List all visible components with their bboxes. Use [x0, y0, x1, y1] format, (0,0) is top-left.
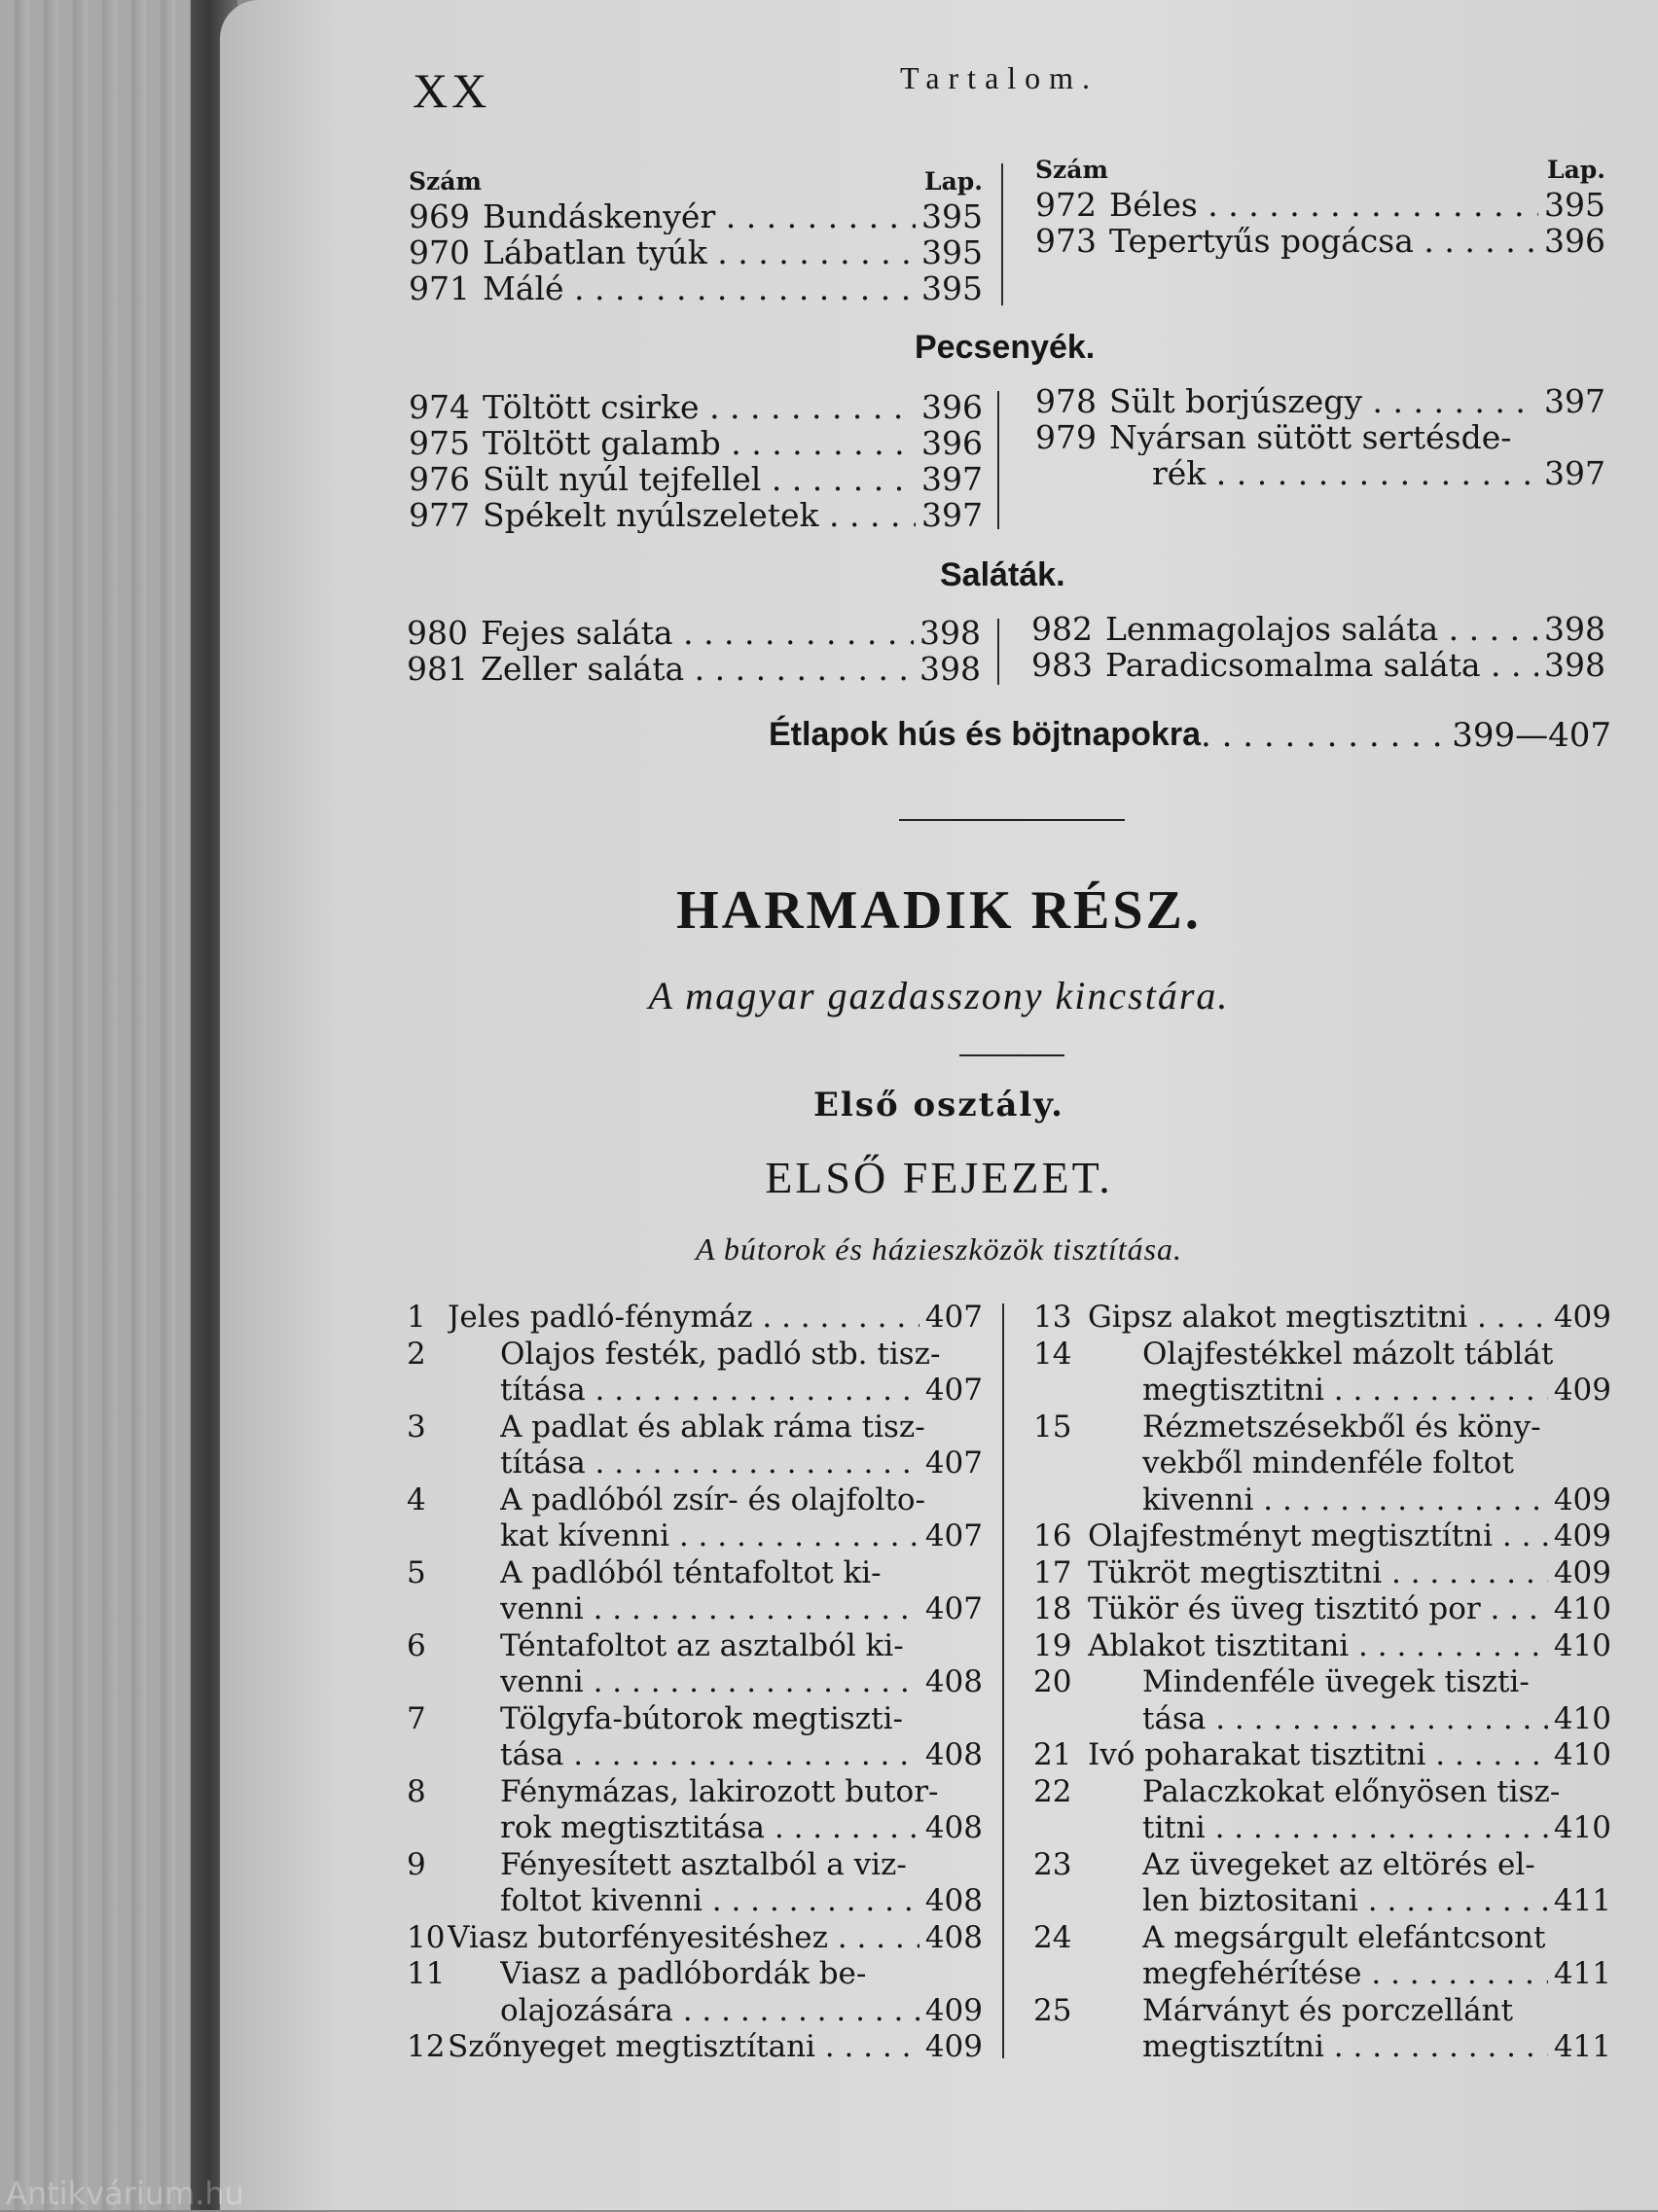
entry-title: len biztositani . . . [1142, 1883, 1548, 1920]
entry-number [407, 1664, 500, 1701]
entry-number [407, 1737, 500, 1774]
toc-entry [1035, 455, 1605, 491]
entry-title: Tölgyfa-bútorok megtiszti- [500, 1700, 903, 1736]
entry-title: Rézmetszésekből és köny- [1142, 1409, 1541, 1445]
toc-entry [407, 1701, 983, 1738]
entry-title: venni . . . [500, 1591, 919, 1628]
entry-page: 410 [1553, 1737, 1611, 1772]
entry-page: 396 [1544, 222, 1605, 260]
entry-number [407, 1883, 500, 1920]
entry-page: 398 [1544, 610, 1605, 648]
toc-entry [1033, 1737, 1611, 1774]
entry-number: 982 [1031, 610, 1093, 648]
section-heading-pecsenyek: Pecsenyék. [915, 329, 1096, 366]
col-lap-label: Lap. [1547, 156, 1605, 184]
col-szam-label: Szám [409, 167, 482, 196]
entry-number: 975 [409, 424, 470, 462]
entry-page: 409 [1553, 1300, 1611, 1335]
entry-page: 409 [1553, 1481, 1611, 1517]
entry-page: 408 [924, 1883, 983, 1918]
entry-title: foltot kivenni . . . [500, 1883, 919, 1920]
toc-entry [1033, 1555, 1611, 1592]
toc-entry [409, 497, 983, 533]
toc-entry [407, 1482, 983, 1519]
entry-title: Töltött galamb . . . [483, 425, 916, 461]
toc-entry [1035, 419, 1605, 455]
entry-number [1033, 1445, 1142, 1482]
entry-title: Lenmagolajos saláta . . . [1105, 611, 1538, 647]
column-header [1035, 152, 1605, 187]
col-szam-label: Szám [1035, 156, 1108, 184]
entry-page: 411 [1553, 1956, 1611, 1991]
entry-title: Málé . . . [483, 270, 916, 306]
entry-number [407, 1518, 500, 1555]
toc-entry [1033, 1445, 1611, 1482]
toc-entry [1033, 1482, 1611, 1519]
entry-number [1033, 1482, 1142, 1519]
toc-entry [1033, 1518, 1611, 1555]
toc-entry [407, 615, 981, 651]
toc-entry [407, 1920, 983, 1957]
entry-page: 395 [921, 197, 983, 235]
entry-number [407, 1810, 500, 1847]
entry-page [1605, 1847, 1611, 1884]
leader-dots [1201, 716, 1452, 755]
entry-title: Töltött csirke . . . [483, 389, 916, 425]
entry-page [1605, 1409, 1611, 1446]
entry-page [977, 1628, 983, 1665]
entry-page: 398 [919, 650, 981, 688]
part-subtitle: A magyar gazdasszony kincstára. [648, 974, 1230, 1017]
entry-title: Fényesített asztalból a viz- [500, 1846, 907, 1882]
column-divider [1002, 1303, 1004, 2058]
entry-page [1605, 1664, 1611, 1701]
entry-number: 14 [1033, 1336, 1072, 1372]
entry-title: Nyársan sütött sertésde- [1109, 419, 1512, 455]
entry-page: 397 [921, 496, 983, 534]
entry-number [407, 1445, 500, 1482]
entry-page [1605, 1445, 1611, 1482]
toc-entry [407, 1664, 983, 1701]
toc-entry [1035, 223, 1605, 259]
class-title: Első osztály. [813, 1086, 1064, 1124]
entry-title: títása . . . [500, 1373, 919, 1409]
chapter-title: ELSŐ FEJEZET. [765, 1153, 1113, 1202]
pecsenyek-left-list [409, 389, 983, 533]
col-lap-label: Lap. [924, 167, 983, 196]
entry-page: 408 [924, 1919, 983, 1955]
toc-entry [407, 1591, 983, 1628]
entry-number: 2 [407, 1336, 426, 1372]
entry-number [1033, 1810, 1142, 1847]
bottom-right-list [1033, 1300, 1611, 2066]
page-title: Tartalom. [900, 60, 1099, 95]
column-divider [997, 391, 999, 529]
entry-title: títása . . . [500, 1445, 919, 1482]
entry-title: megtisztitni . . . [1142, 1373, 1548, 1409]
entry-page [1605, 1337, 1611, 1374]
entry-number: 3 [407, 1409, 426, 1445]
entry-number: 969 [409, 197, 470, 235]
salatak-left-list [407, 615, 981, 687]
entry-title: Fénymázas, lakirozott butor- [500, 1773, 939, 1809]
entry-page: 397 [1544, 454, 1605, 492]
entry-page: 408 [924, 1810, 983, 1845]
entry-title: rok megtisztitása . . . [500, 1810, 919, 1847]
entry-title: Gipsz alakot megtisztitni . . . [1088, 1300, 1548, 1337]
entry-number: 17 [1033, 1554, 1072, 1590]
entry-title: Spékelt nyúlszeletek . . . [483, 497, 916, 533]
toc-entry [1031, 611, 1605, 647]
entry-title: Szőnyeget megtisztítani . . . [448, 2029, 919, 2066]
toc-entry [1033, 1993, 1611, 2030]
chapter-subtitle: A bútorok és házieszközök tisztítása. [695, 1231, 1183, 1267]
entry-title: megtisztítni . . . [1142, 2029, 1548, 2066]
entry-title: Ablakot tisztitani . . . [1088, 1628, 1548, 1665]
column-divider [1001, 163, 1003, 305]
entry-title: Lábatlan tyúk . . . [483, 234, 916, 270]
entry-page: 410 [1553, 1627, 1611, 1663]
entry-number: 23 [1033, 1846, 1072, 1882]
toc-entry [407, 1810, 983, 1847]
entry-title: Béles . . . [1109, 187, 1538, 223]
page-number: XX [413, 63, 491, 118]
entry-title: Téntafoltot az asztalból ki- [500, 1627, 904, 1663]
toc-entry [409, 234, 983, 270]
entry-page: 398 [1544, 646, 1605, 684]
entry-page: 395 [921, 233, 983, 271]
entry-number: 20 [1033, 1664, 1072, 1699]
entry-number: 7 [407, 1700, 426, 1736]
entry-page [977, 1409, 983, 1446]
entry-title: Fejes saláta . . . [481, 615, 914, 651]
entry-page [977, 1555, 983, 1592]
bottom-left-list [407, 1300, 983, 2066]
entry-number: 974 [409, 388, 470, 426]
entry-page: 411 [1553, 1883, 1611, 1918]
entry-number: 979 [1035, 418, 1097, 456]
toc-entry [1033, 1847, 1611, 1884]
entry-title: Palaczkokat előnyösen tisz- [1142, 1773, 1561, 1809]
entry-title: Jeles padló-fénymáz . . . [448, 1300, 919, 1337]
part-title: HARMADIK RÉSZ. [676, 880, 1202, 941]
entry-page [977, 1701, 983, 1738]
entry-number: 6 [407, 1627, 426, 1663]
entry-number: 977 [409, 496, 470, 534]
entry-title: kat kívenni . . . [500, 1518, 919, 1555]
toc-entry [1033, 1300, 1611, 1337]
entry-page: 408 [924, 1737, 983, 1772]
entry-page: 408 [924, 1664, 983, 1699]
toc-entry [407, 1628, 983, 1665]
entry-number [1035, 455, 1152, 491]
entry-title: megfehérítése . . . [1142, 1956, 1548, 1993]
column-header [409, 163, 983, 198]
entry-title: Zeller saláta . . . [481, 651, 914, 687]
entry-page: 411 [1553, 2029, 1611, 2064]
toc-entry [1035, 383, 1605, 419]
toc-entry [407, 1555, 983, 1592]
entry-title: tása . . . [1142, 1701, 1548, 1738]
entry-number: 980 [407, 614, 468, 652]
entry-page [1605, 1920, 1611, 1957]
toc-entry [409, 270, 983, 306]
entry-page: 407 [924, 1373, 983, 1408]
entry-number [407, 1591, 500, 1628]
toc-entry [407, 651, 981, 687]
entry-page: 409 [1553, 1373, 1611, 1408]
entry-page: 407 [924, 1445, 983, 1481]
toc-entry [1033, 1956, 1611, 1993]
entry-number [1033, 2029, 1142, 2066]
entry-page [977, 1774, 983, 1811]
entry-number [407, 1993, 500, 2030]
entry-number: 978 [1035, 382, 1097, 420]
entry-title: Sült borjúszegy . . . [1109, 383, 1538, 419]
entry-page [977, 1847, 983, 1884]
entry-number: 973 [1035, 222, 1097, 260]
toc-entry [1033, 1810, 1611, 1847]
entry-title: Sült nyúl tejfellel . . . [483, 461, 916, 497]
entry-page [1605, 1993, 1611, 2030]
toc-entry [1033, 2029, 1611, 2066]
entry-page [977, 1337, 983, 1374]
section-rule [899, 819, 1125, 821]
menus-pages: 399—407 [1452, 716, 1611, 755]
entry-title: Olajos festék, padló stb. tisz- [500, 1336, 941, 1372]
entry-page [977, 1482, 983, 1519]
entry-page: 398 [919, 614, 981, 652]
entry-number: 9 [407, 1846, 426, 1882]
entry-number: 970 [409, 233, 470, 271]
toc-entry [407, 1847, 983, 1884]
toc-entry [1031, 647, 1605, 683]
entry-number: 15 [1033, 1409, 1072, 1445]
toc-entry [1033, 1701, 1611, 1738]
entry-title: Olajfestményt megtisztítni . . . [1088, 1518, 1548, 1555]
toc-entry [409, 389, 983, 425]
entry-title: Márványt és porczellánt [1142, 1992, 1514, 2028]
entry-number: 13 [1033, 1300, 1072, 1335]
entry-page: 396 [921, 388, 983, 426]
entry-title: Ivó poharakat tisztitni . . . [1088, 1737, 1548, 1774]
menus-entry [769, 716, 1611, 755]
entry-title: Paradicsomalma saláta . . . [1105, 647, 1538, 683]
entry-page: 397 [921, 460, 983, 498]
entry-title: Bundáskenyér . . . [483, 198, 916, 234]
entry-number [407, 1373, 500, 1409]
entry-number: 981 [407, 650, 468, 688]
watermark: Antikvárium.hu [6, 2175, 244, 2212]
toc-entry [407, 1445, 983, 1482]
entry-title: Tükröt megtisztitni . . . [1088, 1555, 1548, 1592]
entry-page: 410 [1553, 1810, 1611, 1845]
entry-page [1605, 1774, 1611, 1811]
entry-number: 5 [407, 1554, 426, 1590]
entry-title: tása . . . [500, 1737, 919, 1774]
entry-title: A padlóból téntafoltot ki- [500, 1554, 882, 1590]
entry-number [1033, 1373, 1142, 1409]
toc-entry [407, 1337, 983, 1374]
entry-number: 21 [1033, 1737, 1072, 1772]
entry-number: 972 [1035, 186, 1097, 224]
salatak-right-list [1031, 611, 1605, 683]
toc-entry [1033, 1337, 1611, 1374]
menus-label: Étlapok hús és böjtnapokra [769, 716, 1201, 753]
entry-page: 407 [924, 1591, 983, 1626]
entry-page: 409 [1553, 1554, 1611, 1590]
entry-title: vekből mindenféle foltot [1142, 1445, 1514, 1481]
entry-page: 410 [1553, 1591, 1611, 1626]
entry-title: Az üvegeket az eltörés el- [1142, 1846, 1535, 1882]
toc-entry [1033, 1774, 1611, 1811]
toc-entry [407, 1409, 983, 1446]
entry-number [1033, 1883, 1142, 1920]
toc-entry [1033, 1628, 1611, 1665]
entry-page: 397 [1544, 382, 1605, 420]
entry-number: 18 [1033, 1591, 1072, 1626]
toc-entry [409, 198, 983, 234]
toc-entry [407, 1993, 983, 2030]
entry-title: titni . . . [1142, 1810, 1548, 1847]
entry-title: A padlóból zsír- és olajfolto- [500, 1481, 925, 1517]
entry-number: 10 [407, 1919, 446, 1955]
entry-page: 409 [924, 2029, 983, 2064]
entry-number: 4 [407, 1481, 426, 1517]
entry-number: 24 [1033, 1919, 1072, 1955]
toc-entry [407, 2029, 983, 2066]
toc-entry [407, 1883, 983, 1920]
entry-title: Tepertyűs pogácsa . . . [1109, 223, 1538, 259]
entry-title: rék . . . [1152, 455, 1538, 491]
entry-title: A padlat és ablak ráma tisz- [500, 1409, 925, 1445]
toc-entry [1033, 1883, 1611, 1920]
entry-title: Mindenféle üvegek tiszti- [1142, 1664, 1530, 1699]
entry-number: 16 [1033, 1518, 1072, 1553]
entry-page [977, 1956, 983, 1993]
entry-number: 25 [1033, 1992, 1072, 2028]
entry-page: 409 [1553, 1518, 1611, 1553]
entry-number: 8 [407, 1773, 426, 1809]
entry-title: Tükör és üveg tisztitó por . . . [1088, 1591, 1548, 1628]
entry-title: Viasz butorfényesitéshez . . . [448, 1920, 919, 1957]
entry-page: 410 [1553, 1700, 1611, 1736]
toc-entry [409, 461, 983, 497]
short-rule [959, 1054, 1064, 1056]
entry-number [1033, 1701, 1142, 1738]
toc-entry [407, 1774, 983, 1811]
toc-entry [1033, 1920, 1611, 1957]
toc-entry [407, 1518, 983, 1555]
entry-page: 409 [924, 1992, 983, 2028]
entry-title: Olajfestékkel mázolt táblát [1142, 1336, 1554, 1372]
entry-title: Viasz a padlóbordák be- [500, 1956, 867, 1991]
entry-number: 12 [407, 2029, 446, 2064]
entry-page: 395 [1544, 186, 1605, 224]
top-right-list [1035, 152, 1605, 259]
toc-entry [1033, 1409, 1611, 1446]
entry-number: 19 [1033, 1627, 1072, 1663]
toc-entry [1035, 187, 1605, 223]
entry-number: 971 [409, 269, 470, 307]
toc-entry [1033, 1664, 1611, 1701]
entry-page: 407 [924, 1300, 983, 1335]
toc-entry [1033, 1373, 1611, 1409]
entry-page: 395 [921, 269, 983, 307]
entry-title: venni . . . [500, 1664, 919, 1701]
entry-number: 11 [407, 1956, 446, 1991]
top-left-list [409, 163, 983, 306]
entry-number: 1 [407, 1300, 426, 1335]
entry-number: 22 [1033, 1773, 1072, 1809]
entry-number [1033, 1956, 1142, 1993]
toc-entry [409, 425, 983, 461]
toc-entry [407, 1737, 983, 1774]
section-heading-salatak: Saláták. [940, 556, 1065, 593]
toc-entry [407, 1300, 983, 1337]
entry-page: 407 [924, 1518, 983, 1553]
entry-page: 396 [921, 424, 983, 462]
entry-title: kivenni . . . [1142, 1482, 1548, 1519]
column-divider [997, 619, 999, 685]
entry-title: A megsárgult elefántcsont [1142, 1919, 1546, 1955]
toc-entry [1033, 1591, 1611, 1628]
toc-entry [407, 1373, 983, 1409]
entry-page [1600, 419, 1605, 455]
entry-number: 983 [1031, 646, 1093, 684]
entry-title: olajozására . . . [500, 1993, 919, 2030]
toc-entry [407, 1956, 983, 1993]
pecsenyek-right-list [1035, 383, 1605, 491]
entry-number: 976 [409, 460, 470, 498]
